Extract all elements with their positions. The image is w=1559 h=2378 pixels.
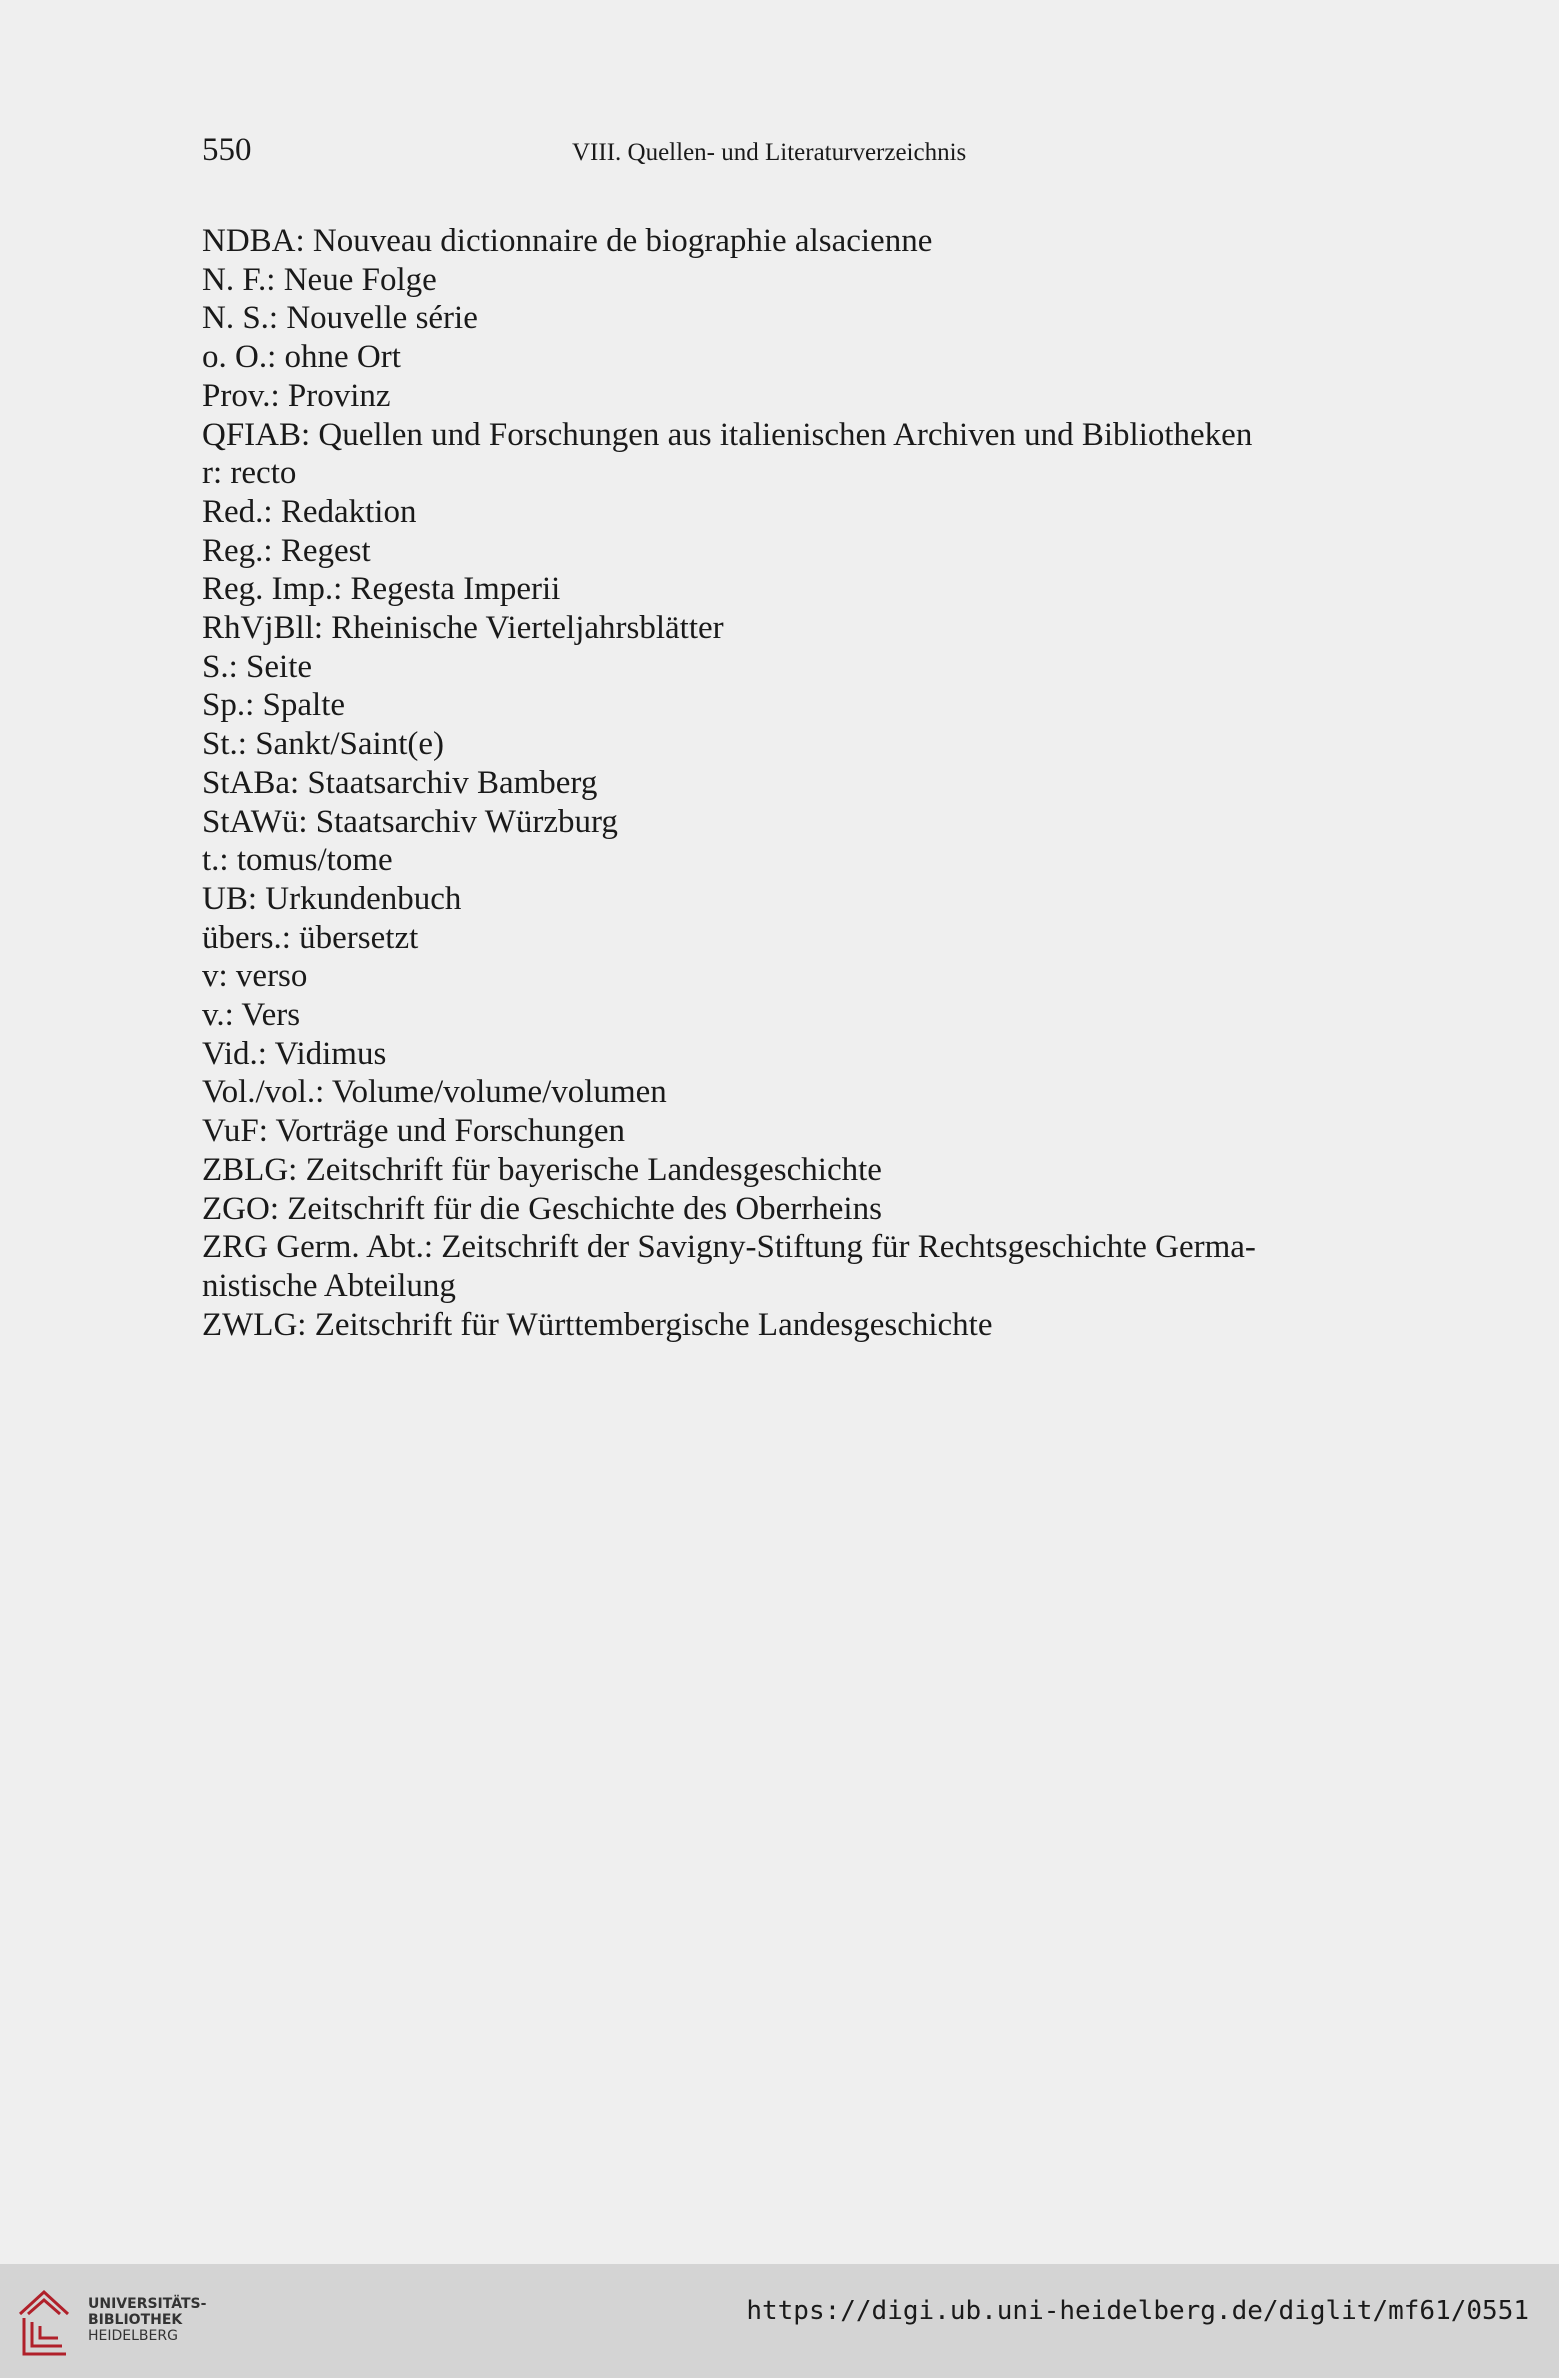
list-item: VuF: Vorträge und Forschungen [202, 1113, 626, 1150]
list-item: QFIAB: Quellen und Forschungen aus italienischen Archiven und Bibliotheken [202, 416, 1253, 453]
list-item: übers.: übersetzt [202, 919, 419, 956]
abbreviation-list [202, 222, 1362, 1344]
list-item: v: verso [202, 958, 308, 995]
list-item: ZGO: Zeitschrift für die Geschichte des Oberrheins [202, 1190, 882, 1227]
logo-line: BIBLIOTHEK [88, 2312, 183, 2328]
list-item: N. F.: Neue Folge [202, 261, 437, 298]
logo-line: HEIDELBERG [88, 2328, 178, 2344]
list-item: Sp.: Spalte [202, 687, 346, 724]
list-item: ZRG Germ. Abt.: Zeitschrift der Savigny-Stiftung für Rechtsgeschichte Germa- [202, 1229, 1256, 1266]
list-item: St.: Sankt/Saint(e) [202, 726, 444, 763]
list-item: StABa: Staatsarchiv Bamberg [202, 764, 598, 801]
list-item: Prov.: Provinz [202, 377, 391, 414]
list-item: ZWLG: Zeitschrift für Württembergische Landesgeschichte [202, 1306, 993, 1343]
list-item: Vol./vol.: Volume/volume/volumen [202, 1074, 667, 1111]
running-head: VIII. Quellen- und Literaturverzeichnis [572, 139, 967, 166]
page-number: 550 [202, 132, 252, 168]
list-item: v.: Vers [202, 997, 301, 1034]
source-url[interactable]: https://digi.ub.uni-heidelberg.de/diglit/mf61/0551 [746, 2296, 1529, 2326]
logo-line: UNIVERSITÄTS- [88, 2296, 207, 2312]
list-item: Reg.: Regest [202, 532, 371, 569]
list-item: NDBA: Nouveau dictionnaire de biographie alsacienne [202, 223, 933, 259]
list-item: ZBLG: Zeitschrift für bayerische Landesgeschichte [202, 1151, 882, 1188]
library-logo-icon [14, 2284, 76, 2360]
list-item: RhVjBll: Rheinische Vierteljahrsblätter [202, 610, 724, 647]
list-item: StAWü: Staatsarchiv Würzburg [202, 803, 618, 840]
list-item: UB: Urkundenbuch [202, 880, 462, 917]
list-item: nistische Abteilung [202, 1267, 456, 1304]
list-item: S.: Seite [202, 648, 313, 685]
list-item: o. O.: ohne Ort [202, 339, 401, 376]
footer-bar [0, 2264, 1559, 2378]
list-item: Reg. Imp.: Regesta Imperii [202, 571, 561, 608]
list-item: r: recto [202, 455, 297, 492]
list-item: N. S.: Nouvelle série [202, 300, 478, 337]
list-item: Vid.: Vidimus [202, 1035, 387, 1072]
list-item: t.: tomus/tome [202, 842, 393, 879]
list-item: Red.: Redaktion [202, 493, 417, 530]
library-logo-text [88, 2296, 206, 2344]
